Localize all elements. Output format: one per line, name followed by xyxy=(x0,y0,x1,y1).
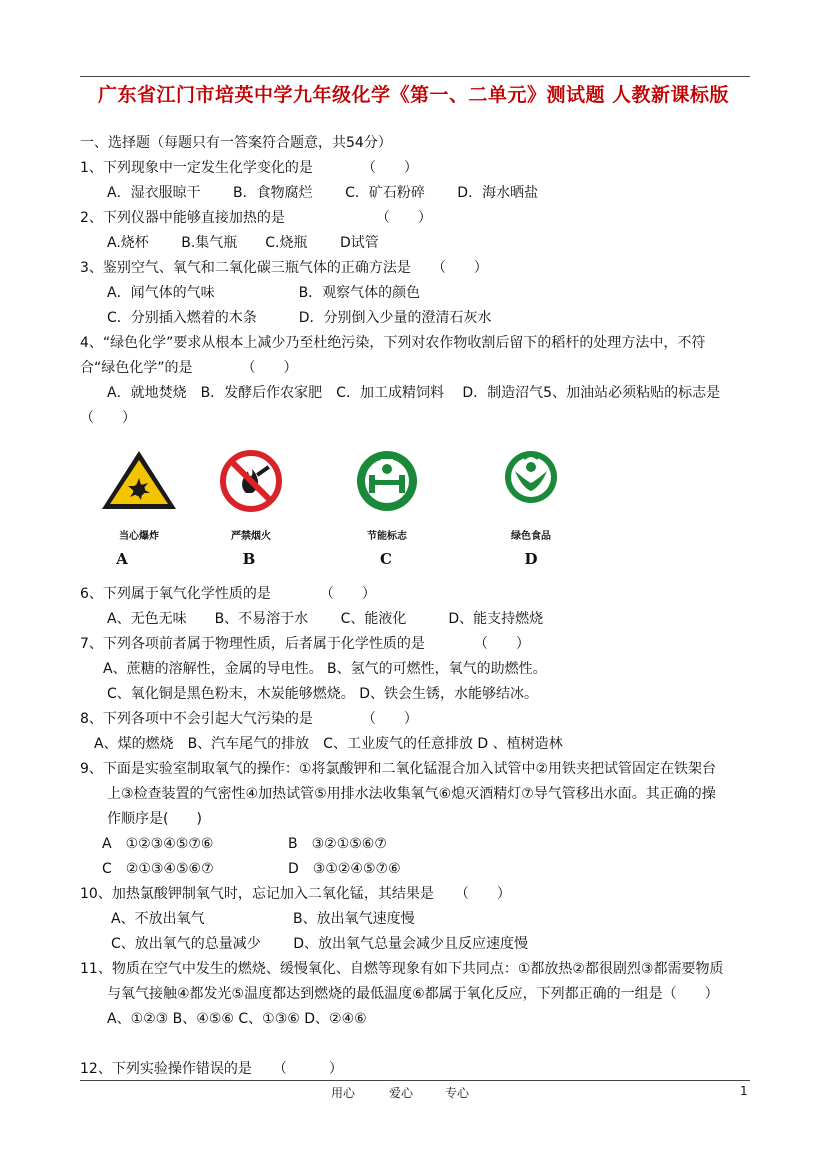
question-3-options-cd: C．分别插入燃着的木条 D．分别倒入少量的澄清石灰水 xyxy=(107,310,492,326)
question-11-options: A、①②③ B、④⑤⑥ C、①③⑥ D、②④⑥ xyxy=(107,1011,367,1027)
question-4-options: A．就地焚烧 B．发酵后作农家肥 C．加工成精饲料 D．制造沼气5、加油站必须粘贴的标志是 xyxy=(107,385,721,401)
sign-c xyxy=(344,447,430,542)
question-9-cont1: 上③检查装置的气密性④加热试管⑤用排水法收集氧气⑥熄灭酒精灯⑦导气管移出水面。其正确的操 xyxy=(107,786,716,802)
page-number: 1 xyxy=(740,1084,748,1098)
question-9-option-b: B ③②①⑤⑥⑦ xyxy=(288,836,387,852)
safety-signs-figure xyxy=(96,435,602,573)
question-9-option-d: D ③①②④⑤⑦⑥ xyxy=(288,861,401,877)
question-4: 4、“绿色化学”要求从根本上减少乃至杜绝污染，下列对农作物收割后留下的稻杆的处理方法中，不符 xyxy=(80,335,706,351)
top-rule xyxy=(80,76,750,77)
sign-a-caption: 当心爆炸 xyxy=(119,531,159,542)
sign-c-letter: C xyxy=(380,550,392,568)
question-11: 11、物质在空气中发生的燃烧、缓慢氧化、自燃等现象有如下共同点：①都放热②都很剧烈③都需要物质 xyxy=(80,961,724,977)
question-7-options-cd: C、氧化铜是黑色粉末，木炭能够燃烧。 D、铁会生锈，水能够结冰。 xyxy=(107,686,539,702)
sign-d-caption: 绿色食品 xyxy=(511,531,551,542)
question-3-options-ab: A．闻气体的气味 B．观察气体的颜色 xyxy=(107,285,421,301)
sign-b-caption: 严禁烟火 xyxy=(231,531,271,542)
green-food-icon xyxy=(488,447,574,513)
question-3: 3、鉴别空气、氧气和二氧化碳三瓶气体的正确方法是 （ ） xyxy=(80,260,488,276)
footer-motto-1: 用心 xyxy=(331,1086,356,1100)
sign-b xyxy=(208,447,294,542)
sign-c-caption: 节能标志 xyxy=(367,531,407,542)
no-fire-icon xyxy=(208,447,294,513)
question-5-bracket: （ ） xyxy=(80,410,136,426)
question-8: 8、下列各项中不会引起大气污染的是 （ ） xyxy=(80,711,418,727)
question-1-options: A．湿衣服晾干 B．食物腐烂 C．矿石粉碎 D．海水晒盐 xyxy=(107,185,539,201)
sign-d-letter: D xyxy=(524,550,538,568)
question-7-options-ab: A、蔗糖的溶解性，金属的导电性。 B、氢气的可燃性，氧气的助燃性。 xyxy=(103,661,547,677)
question-6: 6、下列属于氧气化学性质的是 （ ） xyxy=(80,586,376,602)
question-4-cont: 合“绿色化学”的是 （ ） xyxy=(80,360,298,376)
question-10-options-ab: A、不放出氧气 B、放出氧气速度慢 xyxy=(111,911,415,927)
document-title: 广东省江门市培英中学九年级化学《第一、二单元》测试题 人教新课标版 xyxy=(97,84,730,106)
footer-rule xyxy=(80,1080,750,1081)
question-11-cont: 与氧气接触④都发光⑤温度都达到燃烧的最低温度⑥都属于氧化反应，下列都正确的一组是（ ） xyxy=(107,986,719,1002)
footer-motto-2: 爱心 xyxy=(389,1086,414,1100)
footer-motto-3: 专心 xyxy=(445,1086,470,1100)
explosion-warning-icon xyxy=(96,447,182,513)
question-9-cont2: 作顺序是( ) xyxy=(107,811,202,827)
question-2: 2、下列仪器中能够直接加热的是 （ ） xyxy=(80,210,432,226)
question-9-option-c: C ②①③④⑤⑥⑦ xyxy=(102,861,214,877)
sign-a-letter: A xyxy=(116,550,128,568)
question-2-options: A.烧杯 B.集气瓶 C.烧瓶 D试管 xyxy=(107,235,379,251)
sign-a xyxy=(96,447,182,542)
energy-saving-icon xyxy=(344,447,430,513)
sign-d xyxy=(488,447,574,542)
question-1: 1、下列现象中一定发生化学变化的是 （ ） xyxy=(80,160,418,176)
section-heading: 一、选择题（每题只有一答案符合题意，共54分） xyxy=(80,135,392,151)
question-12: 12、下列实验操作错误的是 （ ） xyxy=(80,1061,343,1077)
question-9-option-a: A ①②③④⑤⑦⑥ xyxy=(102,836,214,852)
question-10-options-cd: C、放出氧气的总量减少 D、放出氧气总量会减少且反应速度慢 xyxy=(111,936,529,952)
question-6-options: A、无色无味 B、不易溶于水 C、能液化 D、能支持燃烧 xyxy=(107,611,544,627)
question-9: 9、下面是实验室制取氧气的操作：①将氯酸钾和二氧化锰混合加入试管中②用铁夹把试管固定在铁架台 xyxy=(80,761,717,777)
question-7: 7、下列各项前者属于物理性质，后者属于化学性质的是 （ ） xyxy=(80,636,530,652)
sign-b-letter: B xyxy=(242,550,256,568)
question-10: 10、加热氯酸钾制氧气时，忘记加入二氧化锰，其结果是 （ ） xyxy=(80,886,511,902)
question-8-options: A、煤的燃烧 B、汽车尾气的排放 C、工业废气的任意排放 D 、植树造林 xyxy=(94,736,563,752)
